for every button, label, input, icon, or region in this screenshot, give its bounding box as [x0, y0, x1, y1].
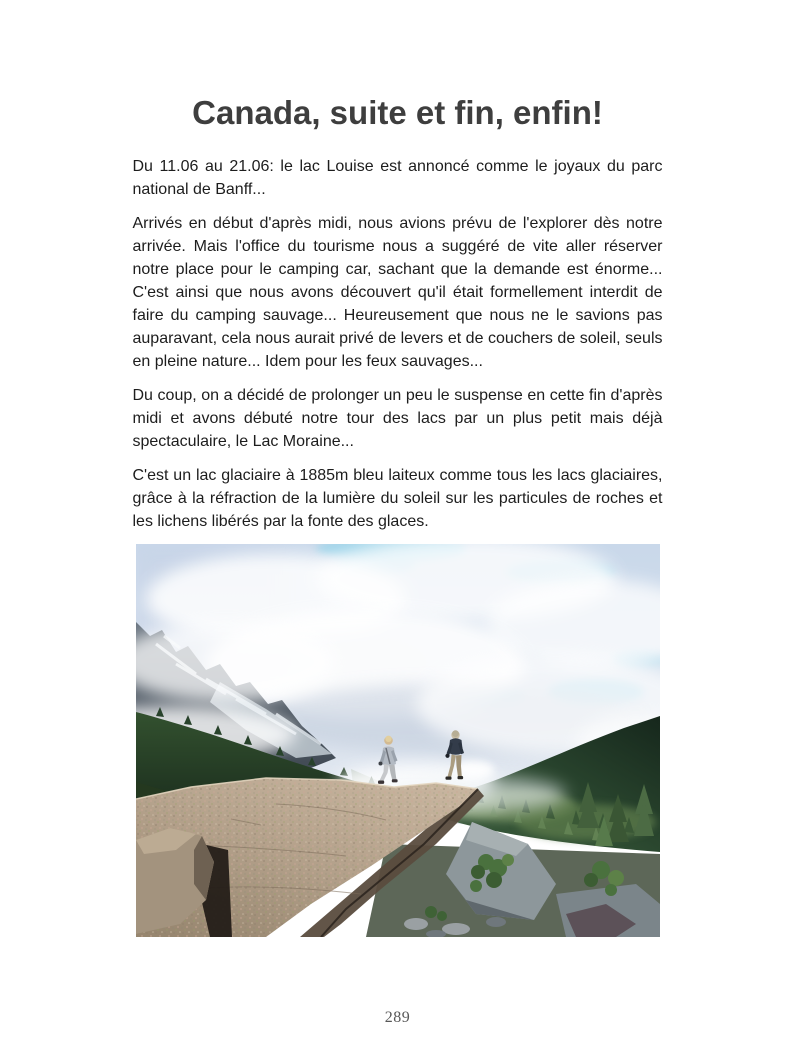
paragraph-3: Du coup, on a décidé de prolonger un peu le suspense en cette fin d'après midi et avons débuté notre tour des lacs par un plus petit mais déjà spectaculaire, le Lac Moraine...: [132, 387, 663, 450]
page-title: Canada, suite et fin, enfin!: [192, 94, 603, 131]
paragraph-1: Du 11.06 au 21.06: le lac Louise est annoncé comme le joyaux du parc national de Banff...: [132, 158, 663, 198]
page-content: [133, 94, 663, 1028]
moraine-lake-photo: [136, 544, 660, 937]
paragraph-2: Arrivés en début d'après midi, nous avions prévu de l'explorer dès notre arrivée. Mais l'office du tourisme nous a suggéré de vite aller réserver notre place pour le camping car, sachant que la demande est énorme... C'est ainsi que nous avons découvert qu'il était formellement interdit de faire du camping sauvage... Heureusement que nous ne le savions pas auparavant, cela nous aurait privé de levers et de couchers de soleil, seuls en pleine nature... Idem pour les feux sauvages...: [132, 215, 663, 370]
page-number: 289: [384, 1009, 411, 1026]
photo-illustration: [136, 544, 660, 937]
paragraph-4: C'est un lac glaciaire à 1885m bleu laiteux comme tous les lacs glaciaires, grâce à la réfraction de la lumière du soleil sur les particules de roches et les lichens libérés par la fonte des glaces.: [132, 467, 663, 530]
